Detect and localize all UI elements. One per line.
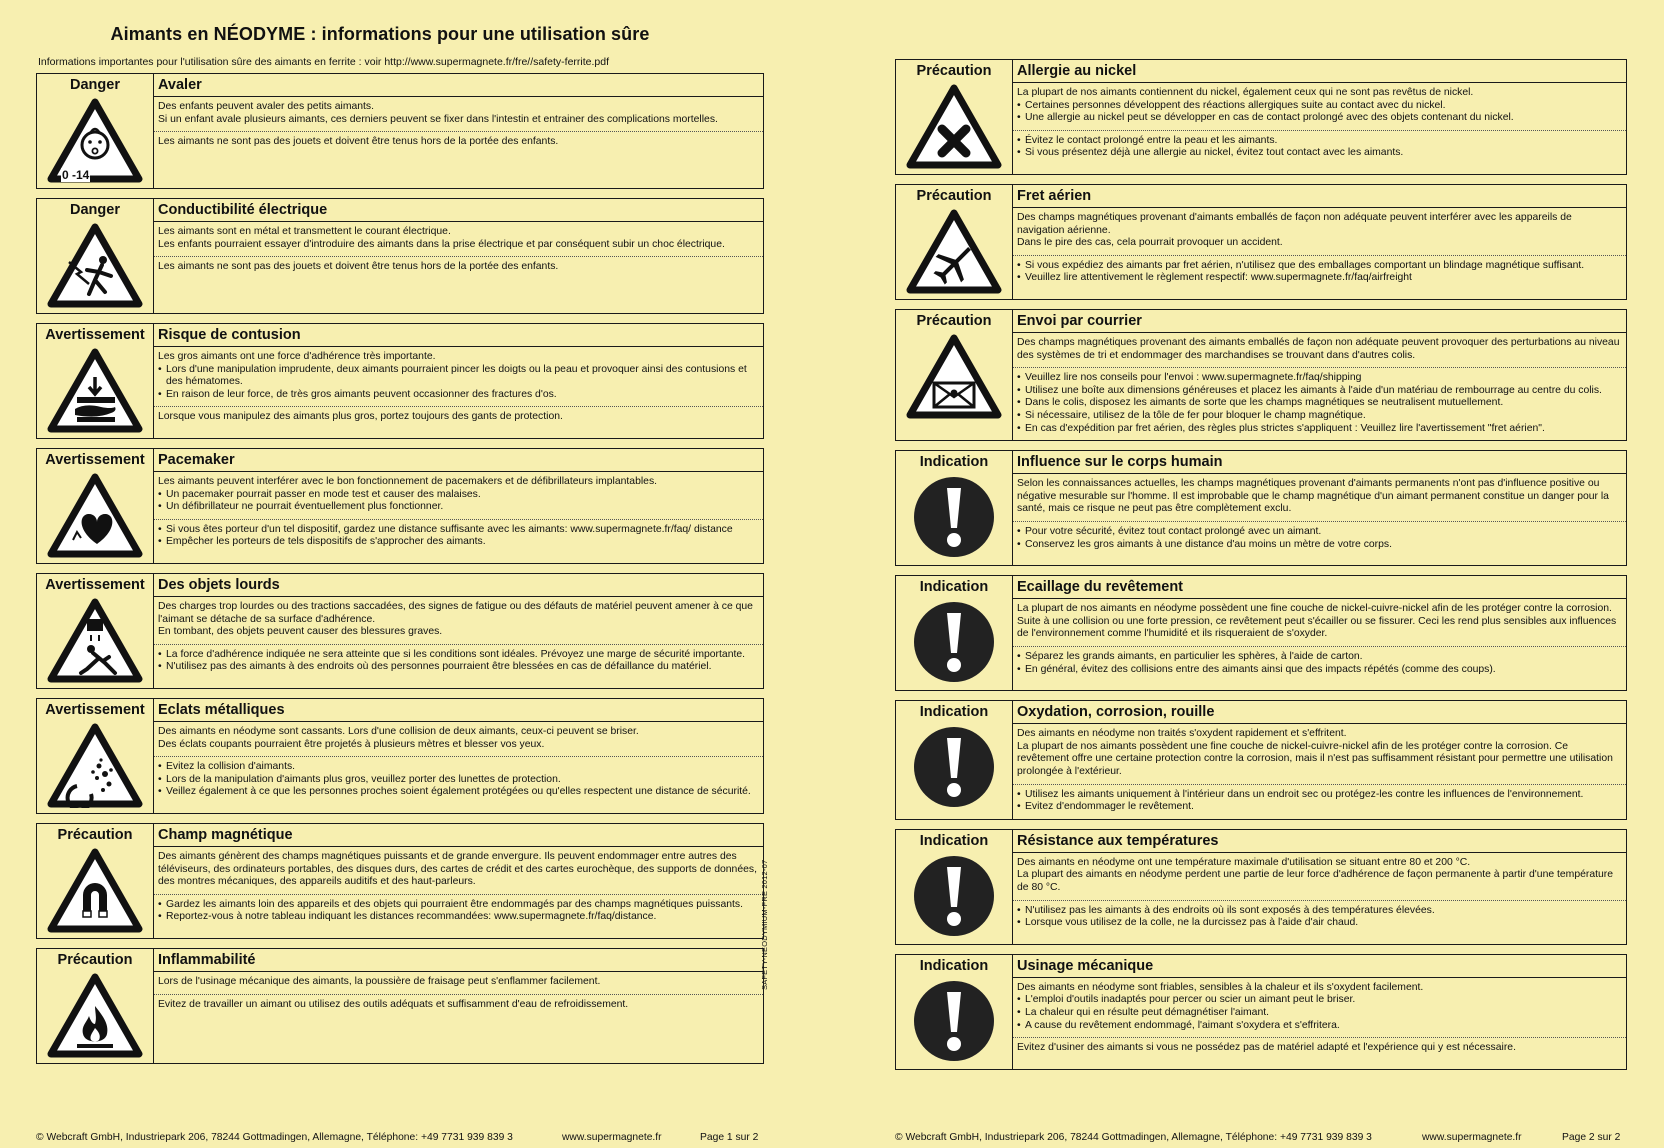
hazard-bullet-item: • Si vous présentez déjà une allergie au nickel, évitez tout contact avec les aimants. [1017, 147, 1620, 160]
hazard-description-cell [1013, 60, 1626, 174]
hazard-heading: Conductibilité électrique [154, 199, 763, 222]
airplane-warning-icon [906, 208, 1002, 299]
hazard-text-block [1013, 83, 1626, 130]
hazard-level-cell [37, 199, 154, 313]
safety-entry [895, 59, 1627, 175]
footer-company: © Webcraft GmbH, Industriepark 206, 78244 Gottmadingen, Allemagne, Téléphone: +49 7731 939 839 3 [895, 1132, 1372, 1143]
safety-entry [36, 198, 764, 314]
safety-entry [36, 698, 764, 814]
hazard-text-block [154, 519, 763, 554]
hazard-text-block [154, 256, 763, 279]
electric-shock-warning-icon [47, 222, 143, 313]
hazard-text-block [1013, 599, 1626, 646]
exclamation-circle-icon [911, 853, 997, 944]
hazard-paragraph: Les aimants ne sont pas des jouets et doivent être tenus hors de la portée des enfants. [158, 136, 559, 148]
safety-entry [895, 450, 1627, 566]
safety-entry [36, 573, 764, 689]
hazard-heading: Fret aérien [1013, 185, 1626, 208]
age-range-label: 0 -14 [62, 168, 90, 182]
hazard-bullet-item: • Un pacemaker pourrait passer en mode test et causer des malaises. [158, 489, 757, 502]
hazard-level-cell [896, 576, 1013, 690]
safety-entry [895, 700, 1627, 820]
hazard-bullet-list [1017, 135, 1620, 160]
hazard-heading: Envoi par courrier [1013, 310, 1626, 333]
hazard-paragraph: En tombant, des objets peuvent causer des blessures graves. [158, 626, 443, 638]
hazard-paragraph: Des champs magnétiques provenant d'aimants emballés de façon non adéquate peuvent interférer avec les appareils de navigation aérienne. [1017, 212, 1572, 236]
hazard-paragraph: Evitez de travailler un aimant ou utilisez des outils adéquats et suffisamment d'eau de refroidissement. [158, 998, 629, 1010]
flammable-warning-icon [47, 972, 143, 1063]
hazard-heading: Risque de contusion [154, 324, 763, 347]
hazard-heading: Ecaillage du revêtement [1013, 576, 1626, 599]
hazard-text-block [1013, 724, 1626, 783]
hazard-heading: Pacemaker [154, 449, 763, 472]
hazard-heading: Avaler [154, 74, 763, 97]
irritant-cross-warning-icon [906, 83, 1002, 174]
hazard-bullet-item: • En général, évitez des collisions entre des aimants ainsi que des impacts répétés (comme des coups). [1017, 664, 1620, 677]
hazard-bullet-list [158, 524, 757, 549]
hazard-text-block [154, 472, 763, 519]
hazard-paragraph: Des enfants peuvent avaler des petits aimants. [158, 101, 375, 112]
hazard-description-cell [154, 949, 763, 1063]
hazard-heading: Champ magnétique [154, 824, 763, 847]
hazard-bullet-item: • Conservez les gros aimants à une distance d'au moins un mètre de votre corps. [1017, 539, 1620, 552]
hazard-text-block [1013, 474, 1626, 521]
hazard-text-block [154, 347, 763, 406]
hazard-bullet-item: • En raison de leur force, de très gros aimants peuvent occasionner des fractures d'os. [158, 389, 757, 402]
hazard-paragraph: Les aimants peuvent interférer avec le bon fonctionnement de pacemakers et de défibrillateurs implantables. [158, 476, 658, 487]
hazard-bullet-item: • Si vous expédiez des aimants par fret aérien, n'utilisez que des emballages comportant un blindage magnétique suffisant. [1017, 260, 1620, 273]
hazard-description-cell [154, 324, 763, 438]
hazard-text-block [1013, 853, 1626, 900]
hazard-description-cell [1013, 701, 1626, 819]
footer-website: www.supermagnete.fr [562, 1132, 662, 1143]
hazard-level-label: Précaution [916, 63, 992, 79]
hazard-level-label: Avertissement [45, 577, 145, 593]
hazard-description-cell [1013, 576, 1626, 690]
hazard-level-cell [896, 185, 1013, 299]
hazard-bullet-item: • Reportez-vous à notre tableau indiquant les distances recommandées: www.supermagnete.fr/faq/distance. [158, 911, 757, 924]
document-code: SAFETY-NEODYMIUM-FRE 2012-07 [760, 859, 769, 990]
safety-entry [895, 309, 1627, 441]
hazard-text-block [1013, 646, 1626, 681]
hazard-description-cell [1013, 830, 1626, 944]
hazard-paragraph: Des aimants en néodyme ont une température maximale d'utilisation se situant entre 80 et 200 °C. [1017, 856, 1471, 868]
envelope-warning-icon [906, 333, 1002, 424]
hazard-paragraph: La plupart de nos aimants en néodyme possèdent une fine couche de nickel-cuivre-nickel afin de les protéger contre la corrosion. Suite à une collision ou une forte pression, ce revêtement peut s'écailler ou se fissurer. Ceci les rend plus sensibles aux influences de l'environnement comme l'humidité et ils risqueraient de s'oxyder. [1017, 603, 1617, 640]
hazard-text-block [1013, 367, 1626, 440]
hazard-heading: Résistance aux températures [1013, 830, 1626, 853]
safety-entry [36, 823, 764, 939]
hazard-bullet-list [158, 761, 757, 799]
footer-website: www.supermagnete.fr [1422, 1132, 1522, 1143]
hazard-text-block [1013, 1037, 1626, 1060]
hazard-text-block [154, 222, 763, 256]
hazard-bullet-list [158, 489, 757, 514]
exclamation-circle-icon [911, 599, 997, 690]
hazard-heading: Allergie au nickel [1013, 60, 1626, 83]
hazard-text-block [154, 847, 763, 894]
hazard-text-block [1013, 130, 1626, 165]
hazard-text-block [1013, 900, 1626, 935]
safety-entry [895, 575, 1627, 691]
hazard-level-label: Précaution [916, 313, 992, 329]
magnetic-field-warning-icon [47, 847, 143, 938]
hazard-paragraph: Les aimants ne sont pas des jouets et doivent être tenus hors de la portée des enfants. [158, 261, 559, 273]
hazard-level-label: Danger [70, 77, 120, 93]
hazard-level-cell [37, 949, 154, 1063]
falling-object-warning-icon [47, 597, 143, 688]
hazard-bullet-item: • N'utilisez pas des aimants à des endroits où des personnes pourraient être blessées en cas de défaillance du matériel. [158, 661, 757, 674]
hazard-level-cell [896, 955, 1013, 1069]
footer-page-number: Page 2 sur 2 [1562, 1132, 1621, 1143]
hazard-description-cell [154, 449, 763, 563]
hazard-paragraph: Des aimants en néodyme sont friables, sensibles à la chaleur et ils s'oxydent facilement. [1017, 981, 1424, 993]
hazard-bullet-list [1017, 789, 1620, 814]
hazard-bullet-item: • Lors de la manipulation d'aimants plus gros, veuillez porter des lunettes de protection. [158, 774, 757, 787]
hazard-text-block [154, 97, 763, 131]
hazard-level-label: Indication [919, 579, 989, 596]
hazard-paragraph: Selon les connaissances actuelles, les champs magnétiques provenant d'aimants permanents n'ont pas d'influence positive ou négative mesurable sur l'homme. Il est improbable que le champ magnétique d'un aimant permanent constitue un danger pour la santé, mais ce risque ne peut pas être complètement exclu. [1017, 478, 1609, 515]
hazard-paragraph: Evitez d'usiner des aimants si vous ne possédez pas de matériel adapté et l'expérience qui y est nécessaire. [1017, 1042, 1516, 1054]
hazard-bullet-item: • Gardez les aimants loin des appareils et des objets qui pourraient être endommagés par des champs magnétiques puissants. [158, 899, 757, 912]
hazard-bullet-list [158, 649, 757, 674]
hazard-bullet-item: • Une allergie au nickel peut se développer en cas de contact prolongé avec des objets contenant du nickel. [1017, 112, 1620, 125]
hazard-bullet-item: • Veuillez lire nos conseils pour l'envoi : www.supermagnete.fr/faq/shipping [1017, 372, 1620, 385]
hazard-text-block [1013, 255, 1626, 290]
hazard-level-cell [37, 574, 154, 688]
hazard-bullet-list [158, 899, 757, 924]
safety-entry [895, 829, 1627, 945]
hazard-paragraph: La plupart de nos aimants possèdent une fine couche de nickel-cuivre-nickel afin de les protéger contre la corrosion. Ce revêtement offre une certaine protection contre la corrosion, mais il n'est pas suffisamment résistant pour permettre une utilisation prolongée à l'extérieur. [1017, 740, 1613, 777]
hazard-paragraph: Lorsque vous manipulez des aimants plus gros, portez toujours des gants de protection. [158, 411, 563, 423]
hazard-level-cell [37, 699, 154, 813]
hazard-text-block [1013, 333, 1626, 367]
safety-entry [895, 184, 1627, 300]
hazard-paragraph: La plupart de nos aimants contiennent du nickel, également ceux qui ne sont pas revêtus de nickel. [1017, 87, 1474, 98]
hazard-level-cell [896, 60, 1013, 174]
hazard-bullet-item: • N'utilisez pas les aimants à des endroits où ils sont exposés à des températures élevées. [1017, 905, 1620, 918]
hazard-bullet-item: • Certaines personnes développent des réactions allergiques suite au contact avec du nickel. [1017, 100, 1620, 113]
safety-entry [36, 323, 764, 439]
hazard-bullet-list [1017, 651, 1620, 676]
hazard-heading: Des objets lourds [154, 574, 763, 597]
hazard-level-label: Avertissement [45, 702, 145, 718]
hazard-paragraph: Des aimants en néodyme sont cassants. Lors d'une collision de deux aimants, ceux-ci peuvent se briser. [158, 726, 639, 737]
hazard-level-cell [896, 310, 1013, 440]
hazard-bullet-item: • Pour votre sécurité, évitez tout contact prolongé avec un aimant. [1017, 526, 1620, 539]
hazard-bullet-item: • La chaleur qui en résulte peut démagnétiser l'aimant. [1017, 1007, 1620, 1020]
hazard-heading: Usinage mécanique [1013, 955, 1626, 978]
hazard-bullet-item: • Utilisez une boîte aux dimensions généreuses et placez les aimants à l'aide d'un matériau de rembourrage au centre du colis. [1017, 385, 1620, 398]
hazard-description-cell [1013, 955, 1626, 1069]
hazard-bullet-list [1017, 994, 1620, 1032]
hazard-level-cell [37, 449, 154, 563]
hazard-bullet-item: • Veuillez lire attentivement le règlement respectif: www.supermagnete.fr/faq/airfreight [1017, 272, 1620, 285]
hazard-description-cell [154, 74, 763, 188]
hazard-heading: Inflammabilité [154, 949, 763, 972]
hazard-heading: Oxydation, corrosion, rouille [1013, 701, 1626, 724]
hazard-level-cell [896, 830, 1013, 944]
exclamation-circle-icon [911, 724, 997, 815]
page-2 [860, 0, 1664, 1148]
hazard-bullet-item: • Si nécessaire, utilisez de la tôle de fer pour bloquer le champ magnétique. [1017, 410, 1620, 423]
hazard-bullet-item: • Un défibrillateur ne pourrait éventuellement plus fonctionner. [158, 501, 757, 514]
hazard-level-label: Indication [919, 832, 989, 849]
safety-entry [36, 948, 764, 1064]
hazard-description-cell [154, 574, 763, 688]
hazard-bullet-item: • Empêcher les porteurs de tels dispositifs de s'approcher des aimants. [158, 536, 757, 549]
hazard-paragraph: Des aimants génèrent des champs magnétiques puissants et de grande envergure. Ils peuvent endommager entre autres des téléviseurs, des ordinateurs portables, des disques durs, des cartes de crédit et des cartes eurochèque, des supports de données, des montres mécaniques, des appareils auditifs et des haut-parleurs. [158, 851, 757, 888]
hazard-level-label: Avertissement [45, 452, 145, 468]
hazard-paragraph: Des aimants en néodyme non traités s'oxydent rapidement et s'effritent. [1017, 728, 1347, 740]
hazard-level-cell [896, 451, 1013, 565]
hazard-level-label: Indication [919, 454, 989, 471]
hazard-level-label: Indication [919, 957, 989, 974]
hand-crush-warning-icon [47, 347, 143, 438]
hazard-bullet-item: • En cas d'expédition par fret aérien, des règles plus strictes s'appliquent : Veuillez lire l'avertissement "fret aérien". [1017, 423, 1620, 436]
hazard-description-cell [1013, 185, 1626, 299]
hazard-bullet-list [1017, 100, 1620, 125]
splinter-warning-icon [47, 722, 143, 813]
hazard-paragraph: Les aimants sont en métal et transmettent le courant électrique. [158, 226, 451, 237]
hazard-description-cell [154, 699, 763, 813]
hazard-paragraph: Lors de l'usinage mécanique des aimants, la poussière de fraisage peut s'enflammer facilement. [158, 976, 601, 987]
child-swallow-warning-icon [47, 97, 143, 188]
document-title: Aimants en NÉODYME : informations pour une utilisation sûre [110, 24, 650, 44]
hazard-bullet-item: • Lorsque vous utilisez de la colle, ne la durcissez pas à l'aide d'air chaud. [1017, 917, 1620, 930]
hazard-description-cell [1013, 451, 1626, 565]
hazard-paragraph: Si un enfant avale plusieurs aimants, ces derniers peuvent se fixer dans l'intestin et entrainer des complications mortelles. [158, 113, 718, 125]
hazard-level-label: Précaution [57, 827, 133, 843]
hazard-bullet-item: • L'emploi d'outils inadaptés pour percer ou scier un aimant peut le briser. [1017, 994, 1620, 1007]
hazard-level-cell [37, 824, 154, 938]
hazard-bullet-item: • Evitez la collision d'aimants. [158, 761, 757, 774]
hazard-description-cell [154, 824, 763, 938]
hazard-text-block [154, 597, 763, 644]
hazard-bullet-item: • Veillez également à ce que les personnes proches soient également protégées ou qu'elles respectent une distance de sécurité. [158, 786, 757, 799]
hazard-text-block [154, 644, 763, 679]
hazard-level-label: Précaution [57, 952, 133, 968]
hazard-bullet-item: • Evitez d'endommager le revêtement. [1017, 801, 1620, 814]
hazard-bullet-list [1017, 260, 1620, 285]
page-1 [0, 0, 800, 1148]
hazard-text-block [154, 131, 763, 154]
hazard-bullet-item: • Si vous êtes porteur d'un tel dispositif, gardez une distance suffisante avec les aimants: www.supermagnete.fr/faq/ distance [158, 524, 757, 537]
hazard-text-block [154, 972, 763, 994]
hazard-paragraph: Les enfants pourraient essayer d'introduire des aimants dans la prise électrique et par conséquent subir un choc électrique. [158, 238, 725, 250]
hazard-bullet-list [1017, 905, 1620, 930]
hazard-bullet-list [1017, 372, 1620, 435]
hazard-description-cell [154, 199, 763, 313]
hazard-level-cell [37, 74, 154, 188]
hazard-text-block [1013, 784, 1626, 819]
hazard-text-block [154, 756, 763, 804]
hazard-level-label: Précaution [916, 188, 992, 204]
hazard-paragraph: Les gros aimants ont une force d'adhérence très importante. [158, 351, 436, 362]
hazard-bullet-item: • Utilisez les aimants uniquement à l'intérieur dans un endroit sec ou protégez-les contre les influences de l'environnement. [1017, 789, 1620, 802]
hazard-paragraph: Des éclats coupants pourraient être projetés à plusieurs mètres et blesser vos yeux. [158, 738, 545, 750]
safety-entry [895, 954, 1627, 1070]
safety-entry [36, 73, 764, 189]
safety-column-left [36, 73, 764, 1073]
hazard-text-block [1013, 978, 1626, 1037]
hazard-text-block [154, 722, 763, 756]
hazard-bullet-item: • Dans le colis, disposez les aimants de sorte que les champs magnétiques se neutralisent mutuellement. [1017, 397, 1620, 410]
pacemaker-warning-icon [47, 472, 143, 563]
hazard-bullet-item: • La force d'adhérence indiquée ne sera atteinte que si les conditions sont idéales. Prévoyez une marge de sécurité importante. [158, 649, 757, 662]
document-subtitle: Informations importantes pour l'utilisation sûre des aimants en ferrite : voir http://www.supermagnete.fr/fre//safety-ferrite.pdf [38, 56, 610, 68]
hazard-heading: Influence sur le corps humain [1013, 451, 1626, 474]
hazard-text-block [1013, 208, 1626, 255]
hazard-heading: Eclats métalliques [154, 699, 763, 722]
hazard-text-block [154, 994, 763, 1017]
hazard-level-cell [896, 701, 1013, 819]
hazard-bullet-list [158, 364, 757, 402]
hazard-bullet-list [1017, 526, 1620, 551]
hazard-bullet-item: • A cause du revêtement endommagé, l'aimant s'oxydera et s'effritera. [1017, 1020, 1620, 1033]
hazard-text-block [154, 406, 763, 429]
hazard-paragraph: Des charges trop lourdes ou des tractions saccadées, des signes de fatigue ou des défauts de matériel peuvent amener à ce que l'aimant se détache de sa surface d'adhérence. [158, 601, 753, 625]
hazard-text-block [154, 894, 763, 929]
exclamation-circle-icon [911, 978, 997, 1069]
hazard-description-cell [1013, 310, 1626, 440]
safety-entry [36, 448, 764, 564]
hazard-level-label: Avertissement [45, 327, 145, 343]
safety-column-right [895, 59, 1627, 1079]
hazard-text-block [1013, 521, 1626, 556]
hazard-paragraph: Des champs magnétiques provenant des aimants emballés de façon non adéquate peuvent provoquer des perturbations au niveau des systèmes de tri et endommager des marchandises se trouvant dans d'autres colis. [1017, 337, 1620, 361]
hazard-level-cell [37, 324, 154, 438]
hazard-bullet-item: • Lors d'une manipulation imprudente, deux aimants pourraient pincer les doigts ou la peau et provoquer ainsi des contusions et des hématomes. [158, 364, 757, 389]
hazard-level-label: Indication [919, 704, 989, 721]
hazard-bullet-item: • Évitez le contact prolongé entre la peau et les aimants. [1017, 135, 1620, 148]
hazard-paragraph: La plupart des aimants en néodyme perdent une partie de leur force d'adhérence de façon permanente à partir d'une température de 80 °C. [1017, 869, 1614, 893]
exclamation-circle-icon [911, 474, 997, 565]
hazard-bullet-item: • Séparez les grands aimants, en particulier les sphères, à l'aide de carton. [1017, 651, 1620, 664]
footer-page-number: Page 1 sur 2 [700, 1132, 759, 1143]
hazard-level-label: Danger [70, 202, 120, 218]
footer-company: © Webcraft GmbH, Industriepark 206, 78244 Gottmadingen, Allemagne, Téléphone: +49 7731 939 839 3 [36, 1132, 513, 1143]
hazard-paragraph: Dans le pire des cas, cela pourrait provoquer un accident. [1017, 237, 1283, 249]
